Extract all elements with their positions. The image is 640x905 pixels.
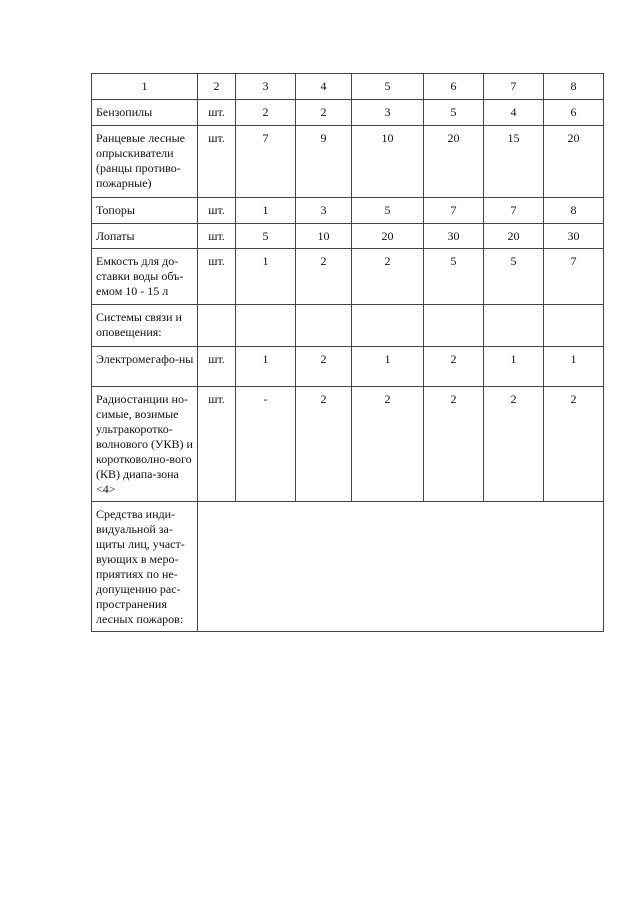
item-name-cell: Топоры [92, 198, 198, 224]
value-cell: 3 [296, 198, 352, 224]
table-row [92, 347, 604, 387]
header-cell: 7 [484, 74, 544, 100]
value-cell [424, 305, 484, 347]
header-cell: 2 [198, 74, 236, 100]
value-cell: 20 [484, 224, 544, 249]
value-cell: 6 [544, 100, 604, 126]
value-cell: 2 [296, 100, 352, 126]
value-cell: 7 [484, 198, 544, 224]
value-cell: - [236, 387, 296, 502]
value-cell: 5 [352, 198, 424, 224]
value-cell: 2 [352, 387, 424, 502]
value-cell [352, 305, 424, 347]
value-cell: 2 [424, 347, 484, 387]
value-cell: 2 [352, 249, 424, 305]
table-row [92, 224, 604, 249]
header-cell: 3 [236, 74, 296, 100]
merged-empty-cell [198, 502, 604, 632]
unit-cell: шт. [198, 100, 236, 126]
table-row [92, 249, 604, 305]
value-cell: 30 [544, 224, 604, 249]
table-row [92, 502, 604, 632]
value-cell: 1 [544, 347, 604, 387]
table-row [92, 126, 604, 198]
unit-cell: шт. [198, 126, 236, 198]
value-cell: 7 [236, 126, 296, 198]
value-cell: 20 [424, 126, 484, 198]
value-cell: 4 [484, 100, 544, 126]
value-cell: 1 [236, 249, 296, 305]
header-cell: 4 [296, 74, 352, 100]
unit-cell: шт. [198, 224, 236, 249]
value-cell: 2 [296, 249, 352, 305]
item-name-cell: Средства инди-видуальной за-щиты лиц, участ-вующих в меро-приятиях по не-допущению рас-пространения лесных пожаров: [92, 502, 198, 632]
value-cell: 1 [484, 347, 544, 387]
value-cell: 20 [544, 126, 604, 198]
table-header-row [92, 74, 604, 100]
value-cell: 9 [296, 126, 352, 198]
value-cell: 2 [544, 387, 604, 502]
value-cell: 7 [544, 249, 604, 305]
unit-cell: шт. [198, 198, 236, 224]
value-cell: 2 [236, 100, 296, 126]
item-name-cell: Радиостанции но-симые, возимые ультракоротко-волнового (УКВ) и коротковолно-вого (КВ) диапа-зона <4> [92, 387, 198, 502]
value-cell [236, 305, 296, 347]
value-cell [544, 305, 604, 347]
item-name-cell: Лопаты [92, 224, 198, 249]
value-cell: 1 [236, 198, 296, 224]
header-cell: 1 [92, 74, 198, 100]
value-cell [484, 305, 544, 347]
value-cell: 20 [352, 224, 424, 249]
value-cell [296, 305, 352, 347]
value-cell: 15 [484, 126, 544, 198]
table-row [92, 100, 604, 126]
value-cell: 1 [352, 347, 424, 387]
value-cell: 2 [296, 347, 352, 387]
value-cell: 5 [424, 249, 484, 305]
header-cell: 5 [352, 74, 424, 100]
item-name-cell: Емкость для до-ставки воды объ-емом 10 - 15 л [92, 249, 198, 305]
item-name-cell: Бензопилы [92, 100, 198, 126]
value-cell: 30 [424, 224, 484, 249]
item-name-cell: Системы связи и оповещения: [92, 305, 198, 347]
table-row [92, 305, 604, 347]
header-cell: 8 [544, 74, 604, 100]
item-name-cell: Электромегафо-ны [92, 347, 198, 387]
value-cell: 5 [236, 224, 296, 249]
unit-cell: шт. [198, 249, 236, 305]
header-cell: 6 [424, 74, 484, 100]
value-cell: 3 [352, 100, 424, 126]
value-cell: 1 [236, 347, 296, 387]
unit-cell [198, 305, 236, 347]
table-row [92, 198, 604, 224]
value-cell: 2 [424, 387, 484, 502]
value-cell: 8 [544, 198, 604, 224]
unit-cell: шт. [198, 347, 236, 387]
value-cell: 5 [424, 100, 484, 126]
value-cell: 10 [352, 126, 424, 198]
value-cell: 10 [296, 224, 352, 249]
value-cell: 2 [296, 387, 352, 502]
unit-cell: шт. [198, 387, 236, 502]
item-name-cell: Ранцевые лесные опрыскиватели (ранцы противо-пожарные) [92, 126, 198, 198]
table-row [92, 387, 604, 502]
value-cell: 7 [424, 198, 484, 224]
value-cell: 5 [484, 249, 544, 305]
equipment-table [91, 73, 604, 632]
value-cell: 2 [484, 387, 544, 502]
